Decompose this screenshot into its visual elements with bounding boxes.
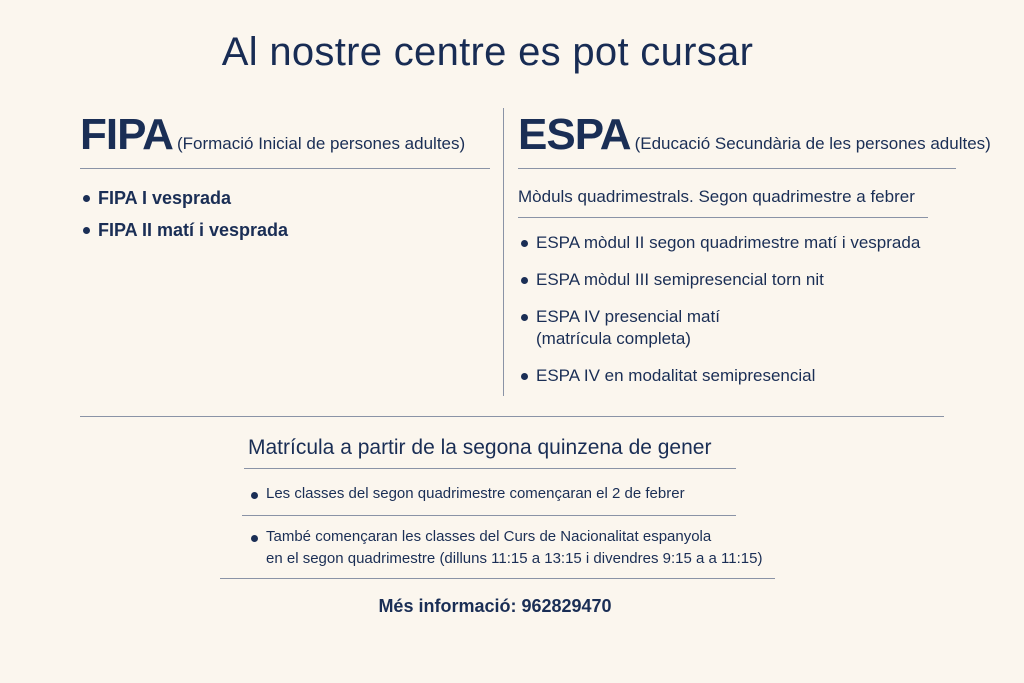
- espa-subtitle: (Educació Secundària de les persones adultes): [634, 134, 991, 153]
- list-item: FIPA I vesprada: [80, 183, 490, 213]
- enrollment-section: [248, 436, 763, 570]
- list-item: ESPA mòdul III semipresencial torn nit: [518, 269, 956, 291]
- espa-list: [518, 232, 956, 387]
- enrollment-item-rule: [242, 515, 736, 516]
- modules-rule: [518, 217, 928, 218]
- list-item: ESPA IV en modalitat semipresencial: [518, 365, 956, 387]
- fipa-heading: [80, 110, 490, 160]
- fipa-title: FIPA: [80, 110, 173, 159]
- modules-note: Mòduls quadrimestrals. Segon quadrimestre a febrer: [518, 187, 915, 206]
- list-item: Les classes del segon quadrimestre començaran el 2 de febrer: [248, 483, 748, 505]
- list-item: També començaran les classes del Curs de Nacionalitat espanyola en el segon quadrimestre (dilluns 11:15 a 13:15 i divendres 9:15 a a 11:15): [248, 526, 748, 570]
- enrollment-list: [248, 483, 763, 570]
- list-item: ESPA IV presencial matí (matrícula completa): [518, 306, 956, 350]
- fipa-list: [80, 183, 490, 245]
- fipa-section: [80, 110, 490, 247]
- page-title: Al nostre centre es pot cursar: [221, 30, 754, 74]
- espa-rule: [518, 168, 956, 169]
- espa-title: ESPA: [518, 110, 631, 159]
- list-item: FIPA II matí i vesprada: [80, 215, 490, 245]
- horizontal-divider: [80, 416, 944, 417]
- footer-rule: [220, 578, 775, 579]
- contact-info: Més informació: 962829470: [378, 596, 612, 616]
- list-item: ESPA mòdul II segon quadrimestre matí i vesprada: [518, 232, 956, 254]
- espa-heading: [518, 110, 991, 160]
- enrollment-rule: [244, 468, 736, 469]
- fipa-rule: [80, 168, 490, 169]
- fipa-subtitle: (Formació Inicial de persones adultes): [176, 134, 466, 153]
- vertical-divider: [503, 108, 504, 396]
- espa-section: [518, 110, 991, 402]
- enrollment-title: Matrícula a partir de la segona quinzena de gener: [248, 436, 712, 459]
